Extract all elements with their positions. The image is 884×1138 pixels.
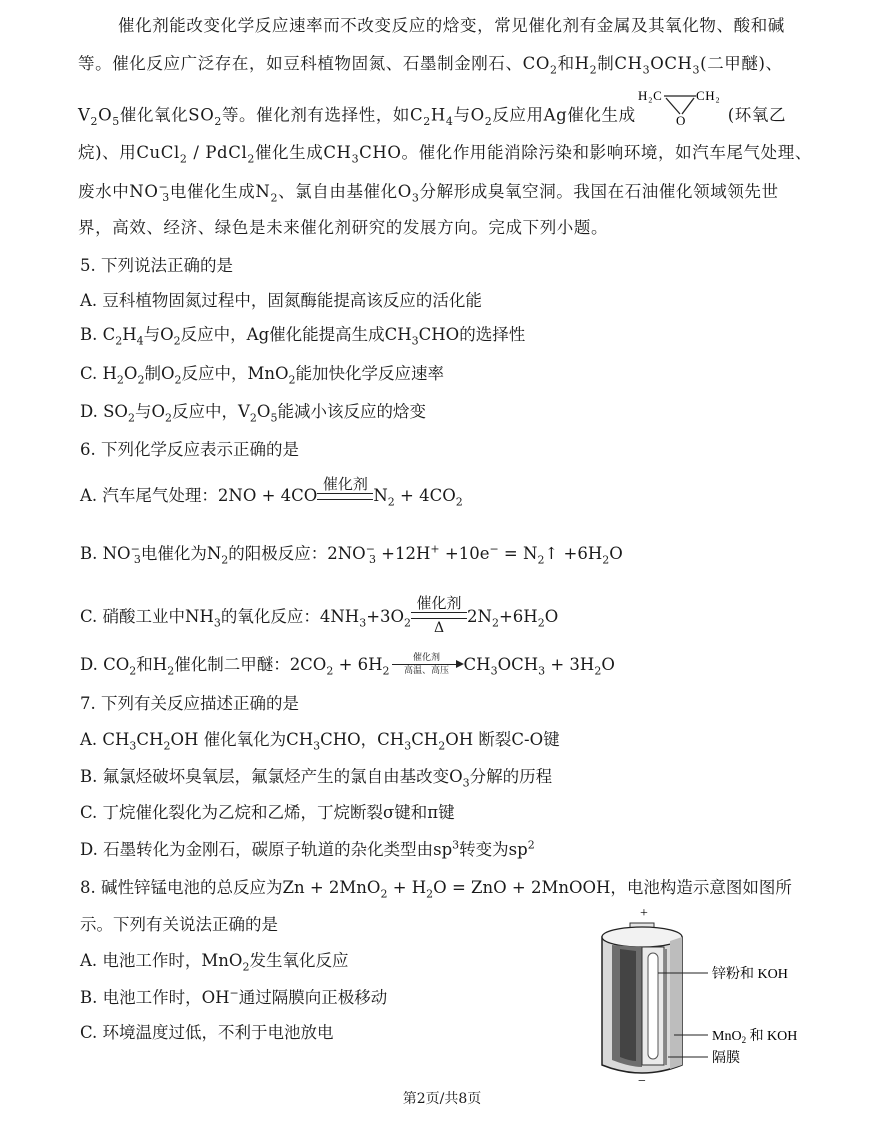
question-5-option-c: C. $H_2O_2$制$O_2$反应中，MnO$_2$能加快化学反应速率 <box>80 364 445 387</box>
question-8-option-c: C. 环境温度过低，不利于电池放电 <box>80 1023 334 1042</box>
question-7-option-a: A. $CH_3CH_2OH$ 催化氧化为$CH_3CHO$，$CH_3CH_2OH$ 断裂C-O键 <box>80 730 560 753</box>
question-8-stem-line-2: 示。下列有关说法正确的是 <box>80 915 278 934</box>
passage-line-1: 催化剂能改变化学反应速率而不改变反应的焓变，常见催化剂有金属及其氧化物、酸和碱 <box>118 16 785 35</box>
label-membrane: 隔膜 <box>712 1051 740 1066</box>
epoxide-right-label: CH₂ <box>695 88 721 103</box>
passage-line-3: $V_2O_5$催化氧化$SO_2$等。催化剂有选择性，如$C_2H_4$与$O_2$反应用Ag催化生成 H₂C CH₂ O (环氧乙 <box>78 96 814 136</box>
passage-line-6: 界，高效、经济、绿色是未来催化剂研究的发展方向。完成下列小题。 <box>78 218 609 237</box>
question-6-option-c: C. 硝酸工业中$NH_3$的氧化反应：$4NH_3+3O_2$ 催化剂 Δ $2N_2+6H_2O$ <box>80 594 559 636</box>
question-8-option-a: A. 电池工作时，MnO$_2$发生氧化反应 <box>80 951 349 974</box>
question-6-option-d: D. $CO_2$和$H_2$催化制二甲醚：$2CO_2 + 6H_2$ 催化剂 高温、高压 $CH_3OCH_3 + 3H_2O$ <box>80 652 615 678</box>
question-8-option-b: B. 电池工作时，OH−通过隔膜向正极移动 <box>80 986 388 1007</box>
battery-plus-label: + <box>640 906 648 921</box>
passage-line-2: 等。催化反应广泛存在，如豆科植物固氮、石墨制金刚石、$CO_2$和$H_2$制$CH_3OCH_3$(二甲醚)、 <box>78 54 783 77</box>
battery-diagram <box>590 905 830 1090</box>
question-5-option-d: D. $SO_2$与$O_2$反应中，$V_2O_5$能减小该反应的焓变 <box>80 402 426 425</box>
epoxide-structure <box>636 88 728 136</box>
question-6-option-a: A. 汽车尾气处理：2NO + 4CO 催化剂 $N_2 + 4CO_2$ <box>80 475 463 509</box>
question-8-stem: 8. 碱性锌锰电池的总反应为$Zn + 2MnO_2 + H_2O$ = ZnO + 2MnOOH，电池构造示意图如图所 <box>80 878 792 901</box>
question-7-option-c: C. 丁烷催化裂化为乙烷和乙烯，丁烷断裂σ键和π键 <box>80 803 455 822</box>
question-6-option-b: B. $NO^-_3$电催化为$N_2$的阳极反应：$2NO^-_3 +12H^+ +10e^-$ = $N_2↑ +6H_2O$ <box>80 542 623 567</box>
question-7-stem: 7. 下列有关反应描述正确的是 <box>80 694 299 713</box>
reaction-condition-c: 催化剂 Δ <box>411 595 467 636</box>
page-footer: 第2页/共8页 <box>402 1091 482 1107</box>
battery-minus-label: − <box>638 1074 646 1089</box>
question-7-option-b: B. 氟氯烃破坏臭氧层，氟氯烃产生的氯自由基改变$O_3$分解的历程 <box>80 767 553 790</box>
label-mno2-koh: MnO$_2$ 和 KOH <box>712 1029 798 1045</box>
passage-line-4: 烷)、用CuCl$_2$ / PdCl$_2$催化生成$CH_3CHO$。催化作用能消除污染和影响环境，如汽车尾气处理、 <box>78 143 812 166</box>
epoxide-oxygen-label: O <box>675 113 686 126</box>
reaction-condition-a: 催化剂 <box>317 476 373 501</box>
question-5-stem: 5. 下列说法正确的是 <box>80 256 233 275</box>
passage-line-5: 废水中$NO^-_3$电催化生成$N_2$、氯自由基催化$O_3$分解形成臭氧空洞。我国在石油催化领域领先世 <box>78 180 779 205</box>
question-5-option-b: B. $C_2H_4$与$O_2$反应中，Ag催化能提高生成$CH_3CHO$的选择性 <box>80 325 526 348</box>
label-zinc-koh: 锌粉和 KOH <box>712 967 788 982</box>
question-6-stem: 6. 下列化学反应表示正确的是 <box>80 440 299 459</box>
question-5-option-a: A. 豆科植物固氮过程中，固氮酶能提高该反应的活化能 <box>80 291 482 310</box>
question-7-option-d: D. 石墨转化为金刚石，碳原子轨道的杂化类型由$sp^3$转变为$sp^2$ <box>80 838 535 859</box>
reaction-condition-d: 催化剂 高温、高压 <box>392 653 462 677</box>
epoxide-left-label: H₂C <box>637 88 663 103</box>
